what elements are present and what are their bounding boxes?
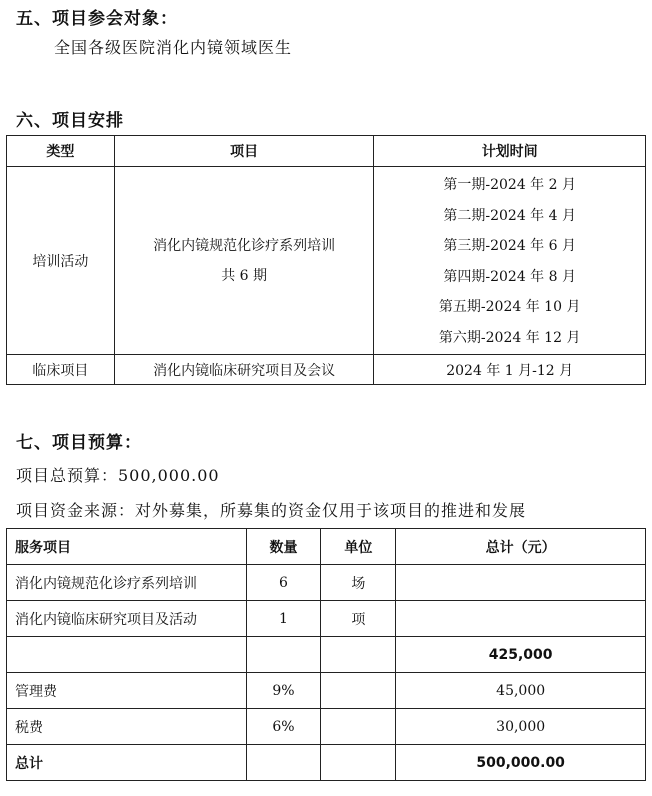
qty-cell: 6 [246, 565, 321, 601]
item-cell [7, 637, 247, 673]
schedule-item: 第五期-2024 年 10 月 [438, 299, 581, 315]
unit-cell: 项 [321, 601, 396, 637]
schedule-table [6, 135, 646, 385]
project-cell: 消化内镜临床研究项目及会议 [114, 355, 374, 385]
qty-cell: 9% [246, 673, 321, 709]
project-line-1: 消化内镜规范化诊疗系列培训 [153, 237, 336, 254]
qty-cell: 6% [246, 709, 321, 745]
qty-cell [246, 745, 321, 781]
header-time: 计划时间 [374, 136, 646, 167]
header-unit: 单位 [321, 529, 396, 565]
table-row [7, 673, 646, 709]
project-line-2: 共 6 期 [221, 267, 267, 284]
type-cell: 临床项目 [7, 355, 115, 385]
table-row [7, 167, 646, 355]
total-budget-text: 项目总预算：500,000.00 [16, 466, 220, 485]
subtotal-cell: 425,000 [396, 637, 646, 673]
attendees-text: 全国各级医院消化内镜领域医生 [54, 38, 293, 57]
total-cell: 45,000 [396, 673, 646, 709]
schedule-item: 第六期-2024 年 12 月 [438, 329, 581, 346]
header-total: 总计（元） [396, 529, 646, 565]
total-cell: 30,000 [396, 709, 646, 745]
schedule-item: 第一期-2024 年 2 月 [443, 177, 576, 193]
item-cell: 消化内镜规范化诊疗系列培训 [7, 565, 247, 601]
qty-cell [246, 637, 321, 673]
schedule-item: 第三期-2024 年 6 月 [443, 238, 576, 254]
table-row [7, 637, 646, 673]
item-cell: 管理费 [7, 673, 247, 709]
header-quantity: 数量 [246, 529, 321, 565]
item-cell: 消化内镜临床研究项目及活动 [7, 601, 247, 637]
schedule-item: 第四期-2024 年 8 月 [443, 268, 576, 285]
schedule-cell [374, 167, 646, 355]
schedule-item: 第二期-2024 年 4 月 [443, 207, 576, 224]
unit-cell [321, 637, 396, 673]
header-project: 项目 [114, 136, 374, 167]
budget-table-header [7, 529, 646, 565]
type-cell: 培训活动 [7, 167, 115, 355]
section-7-heading: 七、项目预算： [16, 433, 142, 453]
funding-source-text: 项目资金来源：对外募集，所募集的资金仅用于该项目的推进和发展 [16, 501, 527, 520]
project-cell [114, 167, 374, 355]
qty-cell: 1 [246, 601, 321, 637]
unit-cell: 场 [321, 565, 396, 601]
grand-total-value: 500,000.00 [396, 745, 646, 781]
unit-cell [321, 709, 396, 745]
table-row [7, 601, 646, 637]
table-row [7, 565, 646, 601]
unit-cell [321, 673, 396, 709]
time-cell: 2024 年 1 月-12 月 [374, 355, 646, 385]
table-row [7, 355, 646, 385]
section-5-heading: 五、项目参会对象： [16, 9, 178, 29]
table-row [7, 745, 646, 781]
table-row [7, 709, 646, 745]
section-6-heading: 六、项目安排 [16, 111, 124, 131]
unit-cell [321, 745, 396, 781]
grand-total-label: 总计 [7, 745, 247, 781]
header-service-item: 服务项目 [7, 529, 247, 565]
schedule-table-header [7, 136, 646, 167]
item-cell: 税费 [7, 709, 247, 745]
total-cell [396, 565, 646, 601]
budget-table [6, 528, 646, 781]
total-cell [396, 601, 646, 637]
header-type: 类型 [7, 136, 115, 167]
